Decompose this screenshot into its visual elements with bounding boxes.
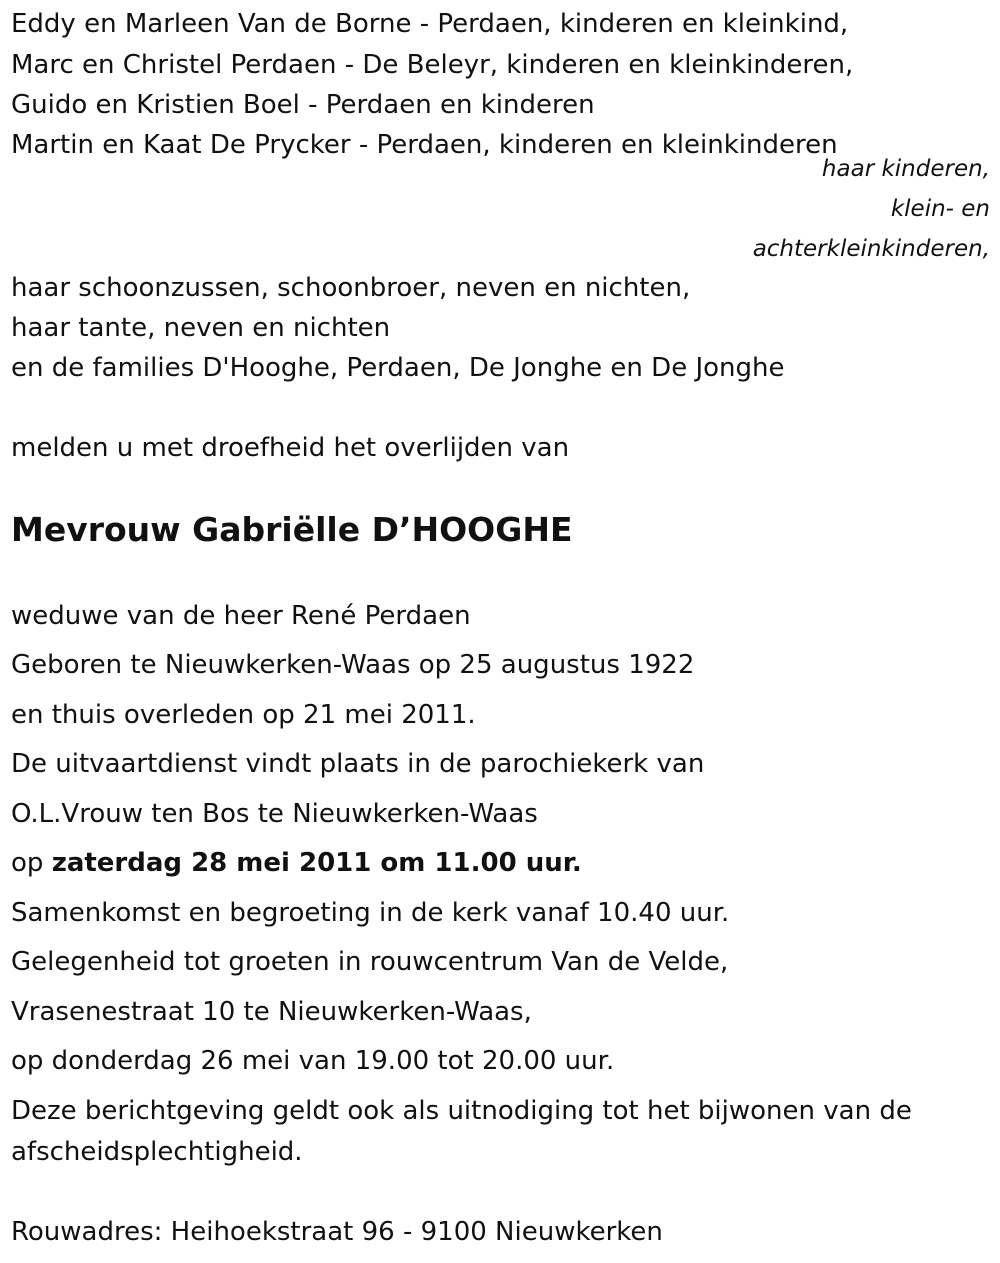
mourning-address: Rouwadres: Heihoekstraat 96 - 9100 Nieuwkerken — [11, 1217, 663, 1247]
family-line-4: Martin en Kaat De Prycker - Perdaen, kinderen en kleinkinderen — [11, 130, 838, 160]
extended-line-2: haar tante, neven en nichten — [11, 313, 391, 343]
widow-line: weduwe van de heer René Perdaen — [11, 601, 471, 631]
visitation-address: Vrasenestraat 10 te Nieuwkerken-Waas, — [11, 997, 532, 1027]
relation-line-2: klein- en — [890, 196, 990, 222]
visitation-time: op donderdag 26 mei van 19.00 tot 20.00 uur. — [11, 1046, 615, 1076]
died-line: en thuis overleden op 21 mei 2011. — [11, 700, 476, 730]
service-date-line — [11, 847, 582, 879]
family-line-2: Marc en Christel Perdaen - De Beleyr, kinderen en kleinkinderen, — [11, 50, 854, 80]
announcement-text: melden u met droefheid het overlijden van — [11, 433, 570, 463]
relation-line-1: haar kinderen, — [821, 156, 990, 182]
invitation-line-1: Deze berichtgeving geldt ook als uitnodiging tot het bijwonen van de — [11, 1096, 912, 1126]
service-date: zaterdag 28 mei 2011 om 11.00 uur. — [51, 848, 582, 878]
visitation-line: Gelegenheid tot groeten in rouwcentrum Van de Velde, — [11, 947, 729, 977]
extended-line-3: en de families D'Hooghe, Perdaen, De Jonghe en De Jonghe — [11, 353, 785, 383]
invitation-line-2: afscheidsplechtigheid. — [11, 1137, 303, 1167]
relation-line-3: achterkleinkinderen, — [752, 236, 990, 262]
deceased-name: Mevrouw Gabriëlle D’HOOGHE — [11, 510, 573, 549]
family-line-3: Guido en Kristien Boel - Perdaen en kinderen — [11, 90, 595, 120]
family-line-1: Eddy en Marleen Van de Borne - Perdaen, kinderen en kleinkind, — [11, 9, 849, 39]
gathering-line: Samenkomst en begroeting in de kerk vanaf 10.40 uur. — [11, 898, 730, 928]
service-date-prefix: op — [11, 848, 52, 878]
church-line: O.L.Vrouw ten Bos te Nieuwkerken-Waas — [11, 799, 538, 829]
born-line: Geboren te Nieuwkerken-Waas op 25 augustus 1922 — [11, 650, 695, 680]
service-line: De uitvaartdienst vindt plaats in de parochiekerk van — [11, 749, 705, 779]
extended-line-1: haar schoonzussen, schoonbroer, neven en nichten, — [11, 273, 691, 303]
